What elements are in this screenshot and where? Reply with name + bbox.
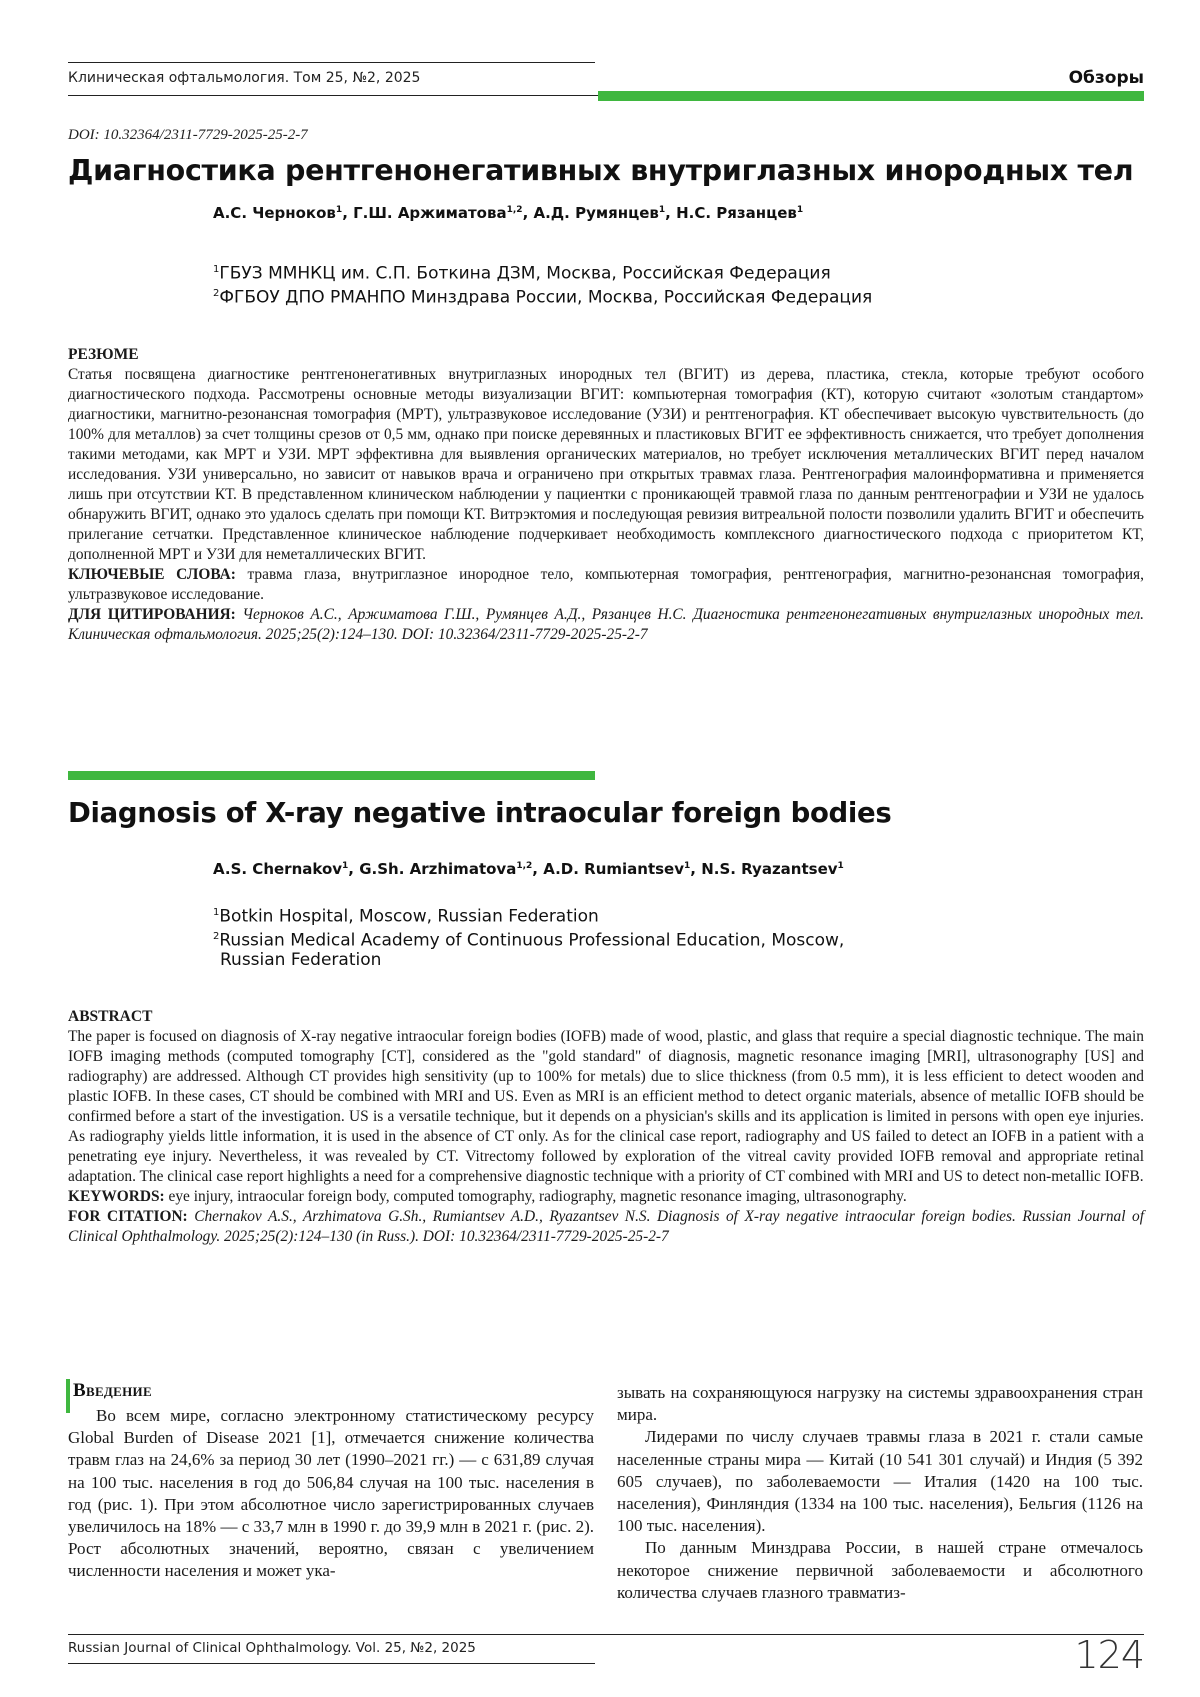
author-en-2: , G.Sh. Arzhimatova <box>348 860 517 878</box>
title-en: Diagnosis of X-ray negative intraocular foreign bodies <box>68 797 892 829</box>
affiliation-en-2: $^2$Russian Medical Academy of Continuous Professional Education, Moscow, <box>213 930 845 951</box>
abstract-ru <box>68 345 1144 645</box>
abstract-heading-en: ABSTRACT <box>68 1008 153 1025</box>
intro-paragraph-1: Во всем мире, согласно электронному статистическому ресурсу Global Burden of Disease 2021 [1], отмечается снижение количества травм глаз на 24,6% за период 30 лет (1990–2021 гг.) — с 631,89 случая на 100 тыс. населения в год до 506,84 случая на 100 тыс. населения в год (рис. 1). При этом абсолютное число зарегистрированных случаев увеличилось на 18% — с 33,7 млн в 1990 г. до 39,9 млн в 2021 г. (рис. 2). Рост абсолютных значений, вероятно, связан с увеличением численности населения и может ука- <box>68 1406 594 1581</box>
author-1-sup: 1 <box>335 205 343 215</box>
doi: DOI: 10.32364/2311-7729-2025-25-2-7 <box>68 127 308 143</box>
title-ru: Диагностика рентгенонегативных внутриглазных инородных тел <box>68 154 1134 187</box>
abstract-text-en: The paper is focused on diagnosis of X-ray negative intraocular foreign bodies (IOFB) made of wood, plastic, and glass that require a special diagnostic technique. The main IOFB imaging methods (computed tomography [CT], considered as the "gold standard" of diagnosis, magnetic resonance imaging [MRI], ultrasonography [US] and radiography) are addressed. Although CT provides high sensitivity (up to 100% for metals) due to slice thickness (from 0.5 mm), it is less efficient to detect wooden and plastic IOFB. In these cases, CT should be combined with MRI and US. Even as MRI is an efficient method to detect organic materials, absence of metallic IOFB should be confirmed before a start of the investigation. US is a versatile technique, but it depends on a physician's skills and its application is limited in persons with open eye injuries. As radiography yields little information, it is used in the absence of CT only. As for the clinical case report, radiography and US failed to detect an IOFB in a patient with a penetrating eye injury. Nevertheless, it was revealed by CT. Vitrectomy followed by exploration of the vitreal cavity provided IOFB removal and appropriate retinal adaptation. The clinical case report highlights a need for a comprehensive diagnostic technique with a priority of CT combined with MRI and US to detect non-metallic IOFB. <box>68 1028 1144 1185</box>
keywords-en: KEYWORDS: eye injury, intraocular foreign body, computed tomography, radiography, magnetic resonance imaging, ultrasonography. <box>68 1188 907 1205</box>
body-column-left <box>68 1405 594 1583</box>
citation-en: FOR CITATION: Chernakov A.S., Arzhimatova G.Sh., Rumiantsev A.D., Ryazantsev N.S. Diagnosis of X-ray negative intraocular foreign bodies. Russian Journal of Clinical Ophthalmology. 2025;25(2):124–130 (in Russ.). DOI: 10.32364/2311-7729-2025-25-2-7 <box>68 1208 1144 1245</box>
section-accent-bar <box>68 771 595 780</box>
body-column-right <box>617 1382 1143 1604</box>
footer-journal: Russian Journal of Clinical Ophthalmology. Vol. 25, №2, 2025 <box>68 1640 476 1656</box>
authors-en: A.S. Chernakov$^1$, G.Sh. Arzhimatova$^{1,2}$, A.D. Rumiantsev$^1$, N.S. Ryazantsev$^1$ <box>213 860 844 878</box>
footer-rule-bottom <box>68 1663 595 1664</box>
page-number: 124 <box>1074 1633 1144 1677</box>
footer-rule-top <box>68 1634 1144 1635</box>
affiliation-2: $^2$ФГБОУ ДПО РМАНПО Минздрава России, Москва, Российская Федерация <box>213 287 873 308</box>
citation-ru: ДЛЯ ЦИТИРОВАНИЯ: Черноков А.С., Аржиматова Г.Ш., Румянцев А.Д., Рязанцев Н.С. Диагностика рентгенонегативных внутриглазных инородных тел. Клиническая офтальмология. 2025;25(2):124–130. DOI: 10.32364/2311-7729-2025-25-2-7 <box>68 606 1145 643</box>
intro-paragraph-1-cont: зывать на сохраняющуюся нагрузку на системы здравоохранения стран мира. <box>617 1383 1143 1425</box>
affiliation-en-2-cont: Russian Federation <box>220 950 382 971</box>
abstract-en <box>68 1007 1144 1247</box>
header-rule-top <box>68 62 595 63</box>
abstract-text-ru: Статья посвящена диагностике рентгенонегативных внутриглазных инородных тел (ВГИТ) из дерева, пластика, стекла, которые требуют особого диагностического подхода. Рассмотрены основные методы визуализации ВГИТ: компьютерная томография (КТ), которую считают «золотым стандартом» диагностики, магнитно-резонансная томография (МРТ), ультразвуковое исследование (УЗИ) и рентгенография. КТ обеспечивает высокую чувствительность (до 100% для металлов) за счет толщины срезов от 0,5 мм, однако при поиске деревянных и пластиковых ВГИТ ее эффективность снижается, что требует дополнения такими методами, как МРТ и УЗИ. МРТ эффективна для выявления органических материалов, но требует исключения металлических ВГИТ перед началом исследования. УЗИ универсально, но зависит от навыков врача и ограничено при открытых травмах глаза. Рентгенография малоинформативна и применяется лишь при отсутствии КТ. В представленном клиническом наблюдении у пациентки с проникающей травмой глаза по данным рентгенографии и УЗИ не удалось обнаружить ВГИТ, однако это удалось сделать при помощи КТ. Витрэктомия и последующая ревизия витреальной полости позволили удалить ВГИТ и обеспечить прилегание сетчатки. Представленное клиническое наблюдение подчеркивает необходимость комплексного диагностического подхода с приоритетом КТ, дополненной МРТ и УЗИ для неметаллических ВГИТ. <box>68 366 1144 563</box>
intro-heading: Введение <box>73 1380 152 1401</box>
intro-paragraph-3: По данным Минздрава России, в нашей стране отмечалось некоторое снижение первичной заболеваемости и абсолютного количества случаев глазного травматиз- <box>617 1538 1143 1602</box>
author-4: , Н.С. Рязанцев <box>665 204 797 222</box>
affiliation-en-1: $^1$Botkin Hospital, Moscow, Russian Federation <box>213 906 599 927</box>
author-2-sup: 1,2 <box>506 205 523 215</box>
header-section: Обзоры <box>1068 68 1144 88</box>
authors-ru <box>213 204 803 222</box>
author-4-sup: 1 <box>796 205 804 215</box>
author-en-3: , A.D. Rumiantsev <box>532 860 685 878</box>
author-en-4: , N.S. Ryazantsev <box>690 860 838 878</box>
author-1: А.С. Черноков <box>213 204 336 222</box>
header-journal: Клиническая офтальмология. Том 25, №2, 2025 <box>68 70 421 86</box>
author-2: , Г.Ш. Аржиматова <box>342 204 507 222</box>
header-accent-bar <box>598 91 1144 101</box>
author-en-1: A.S. Chernakov <box>213 860 343 878</box>
intro-paragraph-2: Лидерами по числу случаев травмы глаза в 2021 г. стали самые населенные страны мира — Китай (10 541 301 случай) и Индия (5 392 605 случаев), по заболеваемости — Италия (1420 на 100 тыс. населения), Финляндия (1334 на 100 тыс. населения), Бельгия (1126 на 100 тыс. населения). <box>617 1427 1143 1536</box>
affiliations-ru <box>213 260 872 307</box>
keywords-ru: КЛЮЧЕВЫЕ СЛОВА: травма глаза, внутриглазное инородное тело, компьютерная томография, рентгенография, магнитно-резонансная томография, ультразвуковое исследование. <box>68 566 1144 603</box>
author-3: , А.Д. Румянцев <box>522 204 659 222</box>
affiliations-en <box>213 903 844 970</box>
abstract-heading-ru: РЕЗЮМЕ <box>68 346 139 363</box>
affiliation-1: $^1$ГБУЗ ММНКЦ им. С.П. Боткина ДЗМ, Москва, Российская Федерация <box>213 263 831 284</box>
author-3-sup: 1 <box>658 205 666 215</box>
